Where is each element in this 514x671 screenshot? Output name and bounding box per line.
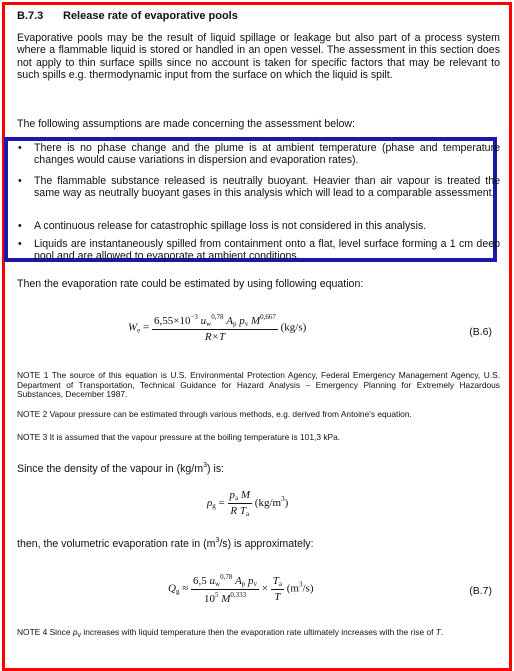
note4-p-sub: v <box>77 632 82 639</box>
note4-p: p <box>72 627 78 637</box>
eq6-m-exp: 0,667 <box>260 313 276 321</box>
rho-unit-b: ) <box>284 497 289 510</box>
note4-c: . <box>440 627 444 637</box>
eq6-m: M <box>250 315 261 327</box>
eq7-unit-exp: 3 <box>298 580 303 589</box>
note-2: NOTE 2 Vapour pressure can be estimated through various methods, e.g. derived from Antoine's equation. <box>17 409 412 419</box>
eq7-unit-a: (m <box>286 582 299 595</box>
rho-equals: = <box>218 497 225 510</box>
then-text: Then the evaporation rate could be estimated by using following equation: <box>17 278 364 290</box>
rho-num-p-sub: a <box>235 494 239 502</box>
eq6-u: u <box>200 315 207 327</box>
eq6-equals: = <box>143 321 150 334</box>
vol-text-a: then, the volumetric evaporation rate in (m <box>17 538 216 550</box>
bullet-dot: • <box>18 220 22 232</box>
eq7-u-sub: w <box>215 580 221 588</box>
equation-b6 <box>128 313 306 343</box>
rho-num-m: M <box>240 489 251 501</box>
rho-den-t-sub: a <box>246 510 250 518</box>
eq7-den-10: 10 <box>203 593 215 605</box>
eq7-m-exp: 0,333 <box>230 591 247 599</box>
eq6-lhs-sub: e <box>137 326 141 335</box>
rho-unit-a: (kg/m <box>254 497 282 510</box>
eq6-denominator: R×T <box>204 331 226 343</box>
eq7-unit-b: /s) <box>302 582 314 595</box>
eq7-a: A <box>235 575 242 587</box>
rho-numerator <box>228 489 253 504</box>
eq7-p: p <box>248 575 254 587</box>
equation-b7 <box>168 573 313 605</box>
equation-density <box>207 489 288 518</box>
eq7-den-exp: 5 <box>214 591 219 599</box>
bullet-dot: • <box>18 175 22 187</box>
density-text-a: Since the density of the vapour in (kg/m <box>17 463 204 475</box>
eq7-lhs-sub: g <box>175 587 180 596</box>
volumetric-text <box>17 535 500 550</box>
vol-text-b: /s) is approximately: <box>219 538 314 550</box>
note4-b: increases with liquid temperature then the evaporation rate ultimately increases with the rise of <box>81 627 436 637</box>
eq6-a: A <box>226 315 233 327</box>
bullet-text: A continuous release for catastrophic spillage loss is not considered in this analysis. <box>34 220 427 232</box>
eq7-temp-fraction <box>271 575 284 603</box>
eq6-fraction <box>152 313 278 343</box>
note4-a: NOTE 4 Since <box>17 627 73 637</box>
eq7-temp-num <box>271 575 284 590</box>
bullet-item <box>17 220 500 232</box>
density-text-exp: 3 <box>203 462 207 469</box>
vol-text-exp: 3 <box>215 537 220 544</box>
bullet-item <box>17 238 500 263</box>
section-number: B.7.3 <box>17 10 44 22</box>
rho-lhs: ρ <box>207 497 213 510</box>
section-title: Release rate of evaporative pools <box>63 10 238 22</box>
eq7-tnum-sub: a <box>278 580 282 588</box>
eq7-times: × <box>261 582 269 595</box>
eq7-a-sub: p <box>241 580 246 588</box>
section-heading <box>17 10 238 22</box>
eq7-u-exp: 0,78 <box>220 573 233 581</box>
eq6-u-sub: w <box>206 320 212 328</box>
eq6-lhs: W <box>128 321 138 334</box>
eq6-numerator <box>152 313 278 330</box>
density-text-b: ) is: <box>207 463 225 475</box>
bullet-dot: • <box>18 142 22 154</box>
eq7-approx: ≈ <box>182 582 189 595</box>
note4-t: T <box>435 627 441 637</box>
eq6-unit: (kg/s) <box>280 321 307 334</box>
bullet-text: The flammable substance released is neutrally buoyant. Heavier than air vapour is treated the same way as neutrally buoyant gases in this analysis which will lead to a comparable assessment. <box>34 175 500 200</box>
eq6-p-sub: v <box>244 320 249 328</box>
eq7-m: M <box>221 593 231 605</box>
eq7-temp-den: T <box>274 591 281 603</box>
bullet-text: There is no phase change and the plume is at ambient temperature (phase and temperature changes would cause variations in dispersion and evaporation rates). <box>34 142 500 167</box>
density-text <box>17 460 500 475</box>
eq7-coef: 6,5 <box>193 575 207 587</box>
intro-paragraph: Evaporative pools may be the result of liquid spillage or leakage but also part of a process system where a flammable liquid is stored or handled in an open vessel. The assessment in this section does not apply to thin surface spills since no account is taken for specific factors that may be relevant to such spills e.g. thermodynamic input from the surface on which the liquid is spilt. <box>17 32 500 81</box>
rho-fraction <box>228 489 253 518</box>
assumptions-intro: The following assumptions are made concerning the assessment below: <box>17 118 356 130</box>
eq7-fraction <box>191 573 259 605</box>
note-4 <box>17 628 500 641</box>
note-1: NOTE 1 The source of this equation is U.S. Environmental Protection Agency, Federal Emergency Management Agency, U.S. Department of Transportation, Technical Guidance for Hazard Analysis – Emergency Planning for Extremely Hazardous Substances, December 1987. <box>17 370 500 400</box>
eq6-u-exp: 0,78 <box>211 313 224 321</box>
bullet-text: Liquids are instantaneously spilled from containment onto a flat, level surface forming a 1 cm deep pool and are allowed to evaporate at ambient conditions. <box>34 238 500 263</box>
equation-number-b7: (B.7) <box>469 585 492 597</box>
note-3: NOTE 3 It is assumed that the vapour pressure at the boiling temperature is 101,3 kPa. <box>17 432 341 442</box>
eq7-denominator <box>191 590 259 605</box>
rho-den-t: T <box>239 505 247 517</box>
rho-unit-exp: 3 <box>281 495 285 504</box>
eq6-coef: 6,55×10 <box>154 315 191 327</box>
eq7-lhs: Q <box>168 582 176 595</box>
bullet-item <box>17 175 500 200</box>
bullet-item <box>17 142 500 167</box>
bullet-dot: • <box>18 238 22 250</box>
rho-lhs-sub: g <box>212 502 216 511</box>
eq7-p-sub: v <box>253 580 258 588</box>
rho-num-p: p <box>229 489 235 501</box>
eq6-p: p <box>239 315 245 327</box>
eq6-coef-exp: −3 <box>190 313 198 321</box>
rho-denominator <box>228 504 253 518</box>
eq7-u: u <box>209 575 215 587</box>
rho-den-r: R <box>230 505 238 517</box>
eq6-a-sub: p <box>232 320 237 328</box>
equation-number-b6: (B.6) <box>469 326 492 338</box>
eq7-tnum: T <box>272 575 279 587</box>
eq7-numerator <box>191 573 259 590</box>
